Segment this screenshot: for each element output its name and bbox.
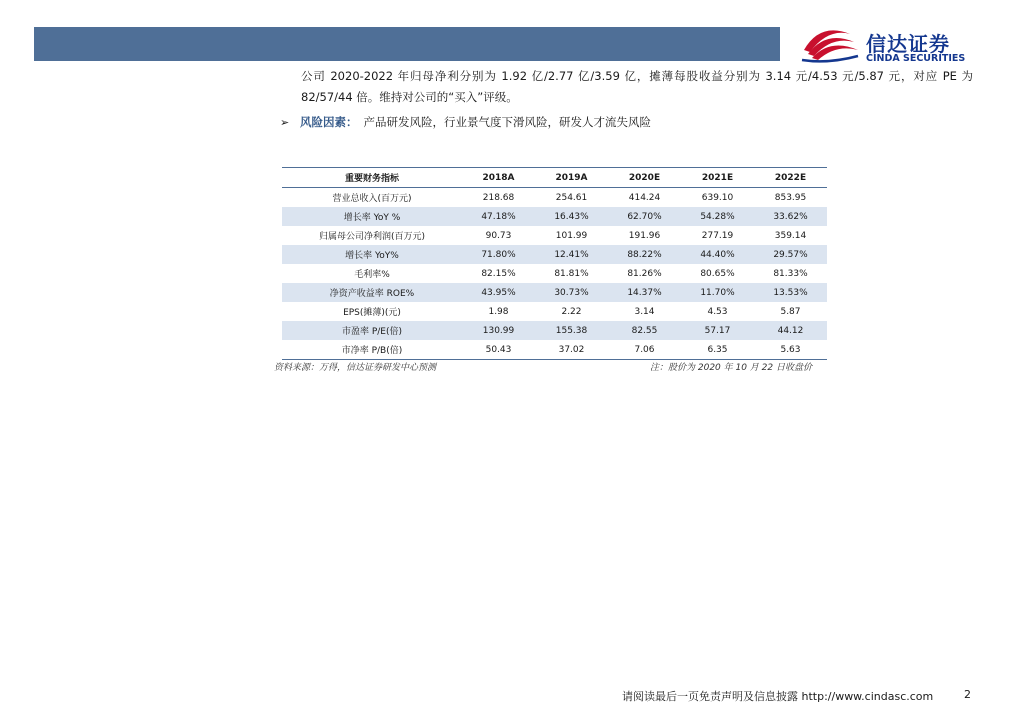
table-cell: 639.10: [701, 192, 734, 203]
row-label: 市净率 P/B(倍): [282, 340, 462, 360]
table-cell: 37.02: [535, 340, 608, 360]
risk-factors-text: 产品研发风险，行业景气度下滑风险，研发人才流失风险: [363, 115, 651, 129]
table-cell: 16.43%: [535, 207, 608, 226]
table-row: [282, 245, 827, 264]
table-row: [282, 264, 827, 283]
table-cell: 30.73%: [535, 283, 608, 302]
company-logo: [798, 20, 988, 68]
row-label: 营业总收入(百万元): [332, 194, 412, 204]
table-cell: 2.22: [561, 306, 582, 317]
arrow-bullet-icon: ➢: [280, 116, 290, 129]
table-row: [282, 340, 827, 360]
table-cell: 81.33%: [773, 268, 808, 279]
financial-indicators-table: [282, 167, 827, 360]
risk-factors-line: [280, 114, 651, 130]
row-label: 归属母公司净利润(百万元): [318, 232, 426, 242]
table-row: [282, 188, 827, 208]
table-row: [282, 226, 827, 245]
table-cell: 29.57%: [754, 245, 827, 264]
table-row: [282, 321, 827, 340]
table-cell: 62.70%: [608, 207, 681, 226]
table-cell: 277.19: [701, 230, 734, 241]
table-cell: 4.53: [707, 306, 728, 317]
table-header-cell: 2018A: [462, 168, 535, 188]
table-cell: 47.18%: [462, 207, 535, 226]
table-header-cell: 2019A: [535, 168, 608, 188]
table-cell: 359.14: [774, 230, 807, 241]
logo-english-name: CINDA SECURITIES: [866, 53, 966, 64]
table-cell: 5.87: [780, 306, 801, 317]
table-cell: 82.15%: [481, 268, 516, 279]
table-cell: 44.12: [754, 321, 827, 340]
row-label: 增长率 YoY%: [282, 245, 462, 264]
table-cell: 254.61: [555, 192, 588, 203]
table-price-note: 注：股价为 2020 年 10 月 22 日收盘价: [650, 363, 812, 373]
table-cell: 14.37%: [608, 283, 681, 302]
table-cell: 3.14: [634, 306, 655, 317]
table-cell: 7.06: [608, 340, 681, 360]
table-cell: 80.65%: [700, 268, 735, 279]
table-cell: 50.43: [462, 340, 535, 360]
table-cell: 218.68: [482, 192, 515, 203]
header-bar: [34, 27, 780, 61]
table-cell: 12.41%: [535, 245, 608, 264]
row-label: EPS(摊薄)(元): [343, 308, 401, 318]
table-cell: 101.99: [555, 230, 588, 241]
table-cell: 33.62%: [754, 207, 827, 226]
table-row: [282, 207, 827, 226]
table-cell: 82.55: [608, 321, 681, 340]
table-cell: 54.28%: [681, 207, 754, 226]
table-cell: 130.99: [462, 321, 535, 340]
row-label: 增长率 YoY %: [282, 207, 462, 226]
table-cell: 90.73: [485, 230, 512, 241]
table-cell: 44.40%: [681, 245, 754, 264]
table-cell: 853.95: [774, 192, 807, 203]
table-header-cell: 2021E: [681, 168, 754, 188]
table-cell: 191.96: [628, 230, 661, 241]
page-number: 2: [964, 688, 971, 701]
table-cell: 5.63: [754, 340, 827, 360]
table-cell: 1.98: [488, 306, 509, 317]
table-header-cell: 2022E: [754, 168, 827, 188]
table-cell: 11.70%: [681, 283, 754, 302]
row-label: 毛利率%: [354, 270, 390, 280]
table-header-cell: 重要财务指标: [282, 168, 462, 188]
row-label: 净资产收益率 ROE%: [282, 283, 462, 302]
summary-paragraph: 公司 2020-2022 年归母净利分别为 1.92 亿/2.77 亿/3.59 亿，摊薄每股收益分别为 3.14 元/4.53 元/5.87 元，对应 PE 为 82/57/44 倍。维持对公司的“买入”评级。: [301, 69, 973, 104]
table-cell: 71.80%: [462, 245, 535, 264]
row-label: 市盈率 P/E(倍): [282, 321, 462, 340]
table-cell: 88.22%: [608, 245, 681, 264]
logo-swoosh-icon: [798, 20, 862, 68]
table-cell: 57.17: [681, 321, 754, 340]
table-row: [282, 283, 827, 302]
table-cell: 155.38: [535, 321, 608, 340]
risk-factors-label: 风险因素：: [300, 115, 358, 129]
logo-chinese-name: 信达证券: [866, 32, 950, 56]
table-cell: 414.24: [628, 192, 661, 203]
table-header-row: [282, 168, 827, 188]
table-header-cell: 2020E: [608, 168, 681, 188]
footer-disclaimer: 请阅读最后一页免责声明及信息披露 http://www.cindasc.com: [622, 690, 934, 703]
table-cell: 43.95%: [462, 283, 535, 302]
table-source-note: 资料来源：万得，信达证券研发中心预测: [274, 363, 437, 373]
table-cell: 81.81%: [554, 268, 589, 279]
table-cell: 6.35: [681, 340, 754, 360]
table-cell: 13.53%: [754, 283, 827, 302]
table-row: [282, 302, 827, 321]
table-cell: 81.26%: [627, 268, 662, 279]
